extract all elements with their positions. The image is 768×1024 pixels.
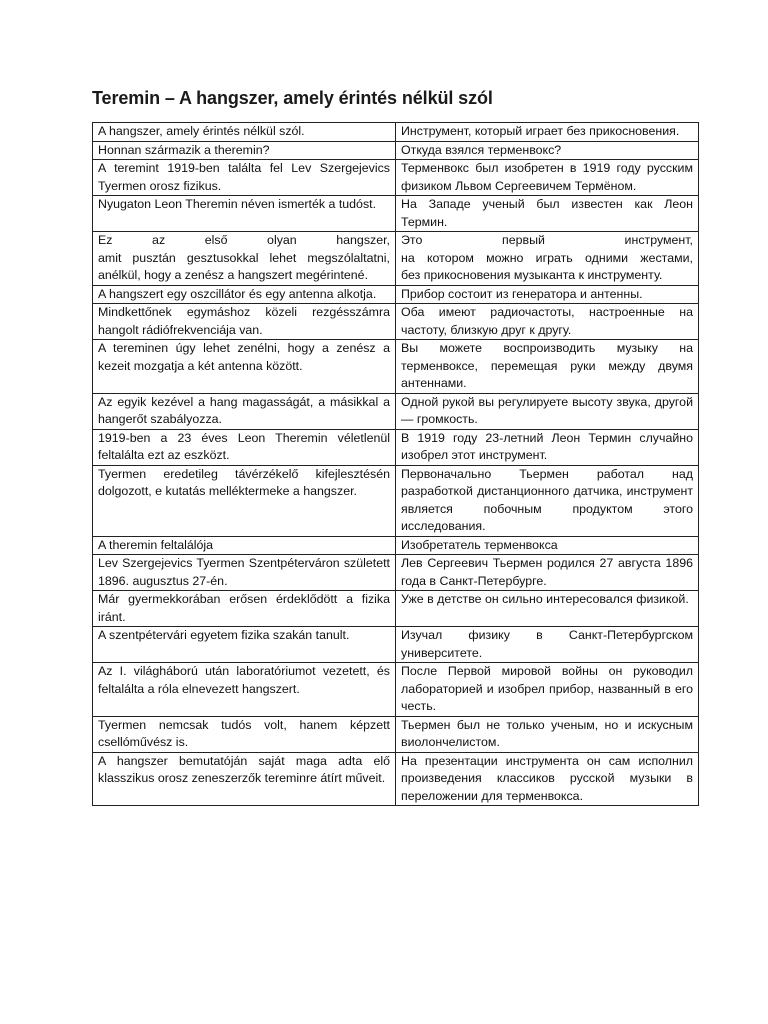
hungarian-cell [93, 285, 396, 304]
cell-line: A teremint 1919-ben találta fel Lev Szergejevics Tyermen orosz fizikus. [98, 161, 390, 193]
bilingual-table [92, 122, 699, 806]
table-row [93, 627, 699, 663]
russian-cell [396, 393, 699, 429]
table-row [93, 536, 699, 555]
cell-line: A hangszer, amely érintés nélkül szól. [98, 124, 305, 138]
document-title: Teremin – A hangszer, amely érintés nélkül szól [92, 88, 493, 108]
table-row [93, 232, 699, 286]
cell-line: Nyugaton Leon Theremin néven ismerték a tudóst. [98, 197, 377, 211]
russian-cell [396, 196, 699, 232]
hungarian-cell [93, 340, 396, 394]
table-body [93, 123, 699, 806]
hungarian-cell [93, 232, 396, 286]
cell-line: Вы можете воспроизводить музыку на терменвоксе, перемещая руки между двумя антеннами. [401, 341, 693, 390]
cell-line: На Западе ученый был известен как Леон Термин. [401, 197, 693, 229]
cell-line: Это первый инструмент, [401, 233, 693, 247]
table-row [93, 196, 699, 232]
russian-cell [396, 627, 699, 663]
cell-line: A hangszert egy oszcillátor és egy antenna alkotja. [98, 286, 377, 301]
cell-line: A tereminen úgy lehet zenélni, hogy a zenész a kezeit mozgatja a két antenna között. [98, 341, 390, 373]
hungarian-cell [93, 393, 396, 429]
cell-line: Уже в детстве он сильно интересовался физикой. [401, 592, 689, 606]
cell-line: на котором можно играть одними жестами, [401, 250, 693, 265]
hungarian-cell [93, 536, 396, 555]
cell-line: Mindkettőnek egymáshoz közeli rezgésszámra hangolt rádiófrekvenciája van. [98, 305, 390, 337]
hungarian-cell [93, 160, 396, 196]
cell-line: Az egyik kezével a hang magasságát, a másikkal a hangerőt szabályozza. [98, 394, 390, 426]
cell-line: Лев Сергеевич Тьермен родился 27 августа 1896 года в Санкт-Петербурге. [401, 556, 693, 588]
cell-line: Откуда взялся терменвокс? [401, 142, 562, 157]
table-row [93, 716, 699, 752]
cell-line: На презентации инструмента он сам исполнил произведения классиков русской музыки в переложении для терменвокса. [401, 753, 693, 803]
russian-cell [396, 555, 699, 591]
hungarian-cell [93, 123, 396, 142]
cell-line: Инструмент, который играет без прикосновения. [401, 124, 680, 138]
cell-line: Tyermen nemcsak tudós volt, hanem képzett csellóművész is. [98, 717, 390, 749]
table-row [93, 429, 699, 465]
hungarian-cell [93, 196, 396, 232]
cell-line: В 1919 году 23-летний Леон Термин случайно изобрел этот инструмент. [401, 430, 693, 462]
russian-cell [396, 465, 699, 536]
table-row [93, 160, 699, 196]
russian-cell [396, 536, 699, 555]
cell-line: Az I. világháború után laboratóriumot vezetett, és feltalálta a róla elnevezett hangszert. [98, 664, 390, 696]
cell-line: A szentpétervári egyetem fizika szakán tanult. [98, 628, 350, 642]
table-row [93, 465, 699, 536]
cell-line: без прикосновения музыканта к инструменту. [401, 268, 663, 282]
russian-cell [396, 285, 699, 304]
cell-line: Терменвокс был изобретен в 1919 году русским физиком Львом Сергеевичем Термёном. [401, 161, 693, 193]
russian-cell [396, 232, 699, 286]
cell-line: Тьермен был не только ученым, но и искусным виолончелистом. [401, 717, 693, 749]
table-row [93, 555, 699, 591]
hungarian-cell [93, 591, 396, 627]
russian-cell [396, 591, 699, 627]
hungarian-cell [93, 465, 396, 536]
cell-line: 1919-ben a 23 éves Leon Theremin véletlenül feltalálta ezt az eszközt. [98, 430, 390, 462]
cell-line: Honnan származik a theremin? [98, 142, 270, 157]
cell-line: A hangszer bemutatóján saját maga adta elő klasszikus orosz zeneszerzők tereminre átírt műveit. [98, 753, 390, 785]
table-row [93, 340, 699, 394]
hungarian-cell [93, 555, 396, 591]
cell-line: Tyermen eredetileg távérzékelő kifejlesztésén dolgozott, e kutatás melléktermeke a hangszer. [98, 466, 390, 498]
cell-line: Lev Szergejevics Tyermen Szentpéterváron született 1896. augusztus 27-én. [98, 556, 390, 588]
hungarian-cell [93, 141, 396, 160]
table-row [93, 752, 699, 806]
cell-line: Оба имеют радиочастоты, настроенные на частоту, близкую друг к другу. [401, 305, 693, 337]
russian-cell [396, 663, 699, 717]
hungarian-cell [93, 663, 396, 717]
russian-cell [396, 752, 699, 806]
hungarian-cell [93, 752, 396, 806]
cell-line: Изучал физику в Санкт-Петербургском университете. [401, 628, 693, 660]
hungarian-cell [93, 429, 396, 465]
cell-line: Már gyermekkorában erősen érdeklődött a fizika iránt. [98, 592, 390, 624]
cell-line: amit pusztán gesztusokkal lehet megszólaltatni, [98, 250, 390, 265]
cell-line: A theremin feltalálója [98, 537, 214, 552]
hungarian-cell [93, 627, 396, 663]
russian-cell [396, 160, 699, 196]
russian-cell [396, 304, 699, 340]
table-row [93, 285, 699, 304]
russian-cell [396, 429, 699, 465]
table-row [93, 663, 699, 717]
table-row [93, 393, 699, 429]
cell-line: anélkül, hogy a zenész a hangszert megérintené. [98, 268, 369, 282]
hungarian-cell [93, 716, 396, 752]
russian-cell [396, 716, 699, 752]
russian-cell [396, 123, 699, 142]
cell-line: Одной рукой вы регулируете высоту звука, другой — громкость. [401, 394, 693, 426]
cell-line: Прибор состоит из генератора и антенны. [401, 286, 643, 301]
table-row [93, 591, 699, 627]
table-row [93, 141, 699, 160]
table-row [93, 304, 699, 340]
cell-line: Первоначально Тьермен работал над разработкой дистанционного датчика, инструмент является побочным продуктом этого исследования. [401, 466, 693, 533]
cell-line: Ez az első olyan hangszer, [98, 233, 390, 247]
russian-cell [396, 340, 699, 394]
russian-cell [396, 141, 699, 160]
cell-line: Изобретатель терменвокса [401, 537, 558, 552]
table-row [93, 123, 699, 142]
hungarian-cell [93, 304, 396, 340]
cell-line: После Первой мировой войны он руководил лабораторией и изобрел прибор, названный в его честь. [401, 664, 693, 713]
